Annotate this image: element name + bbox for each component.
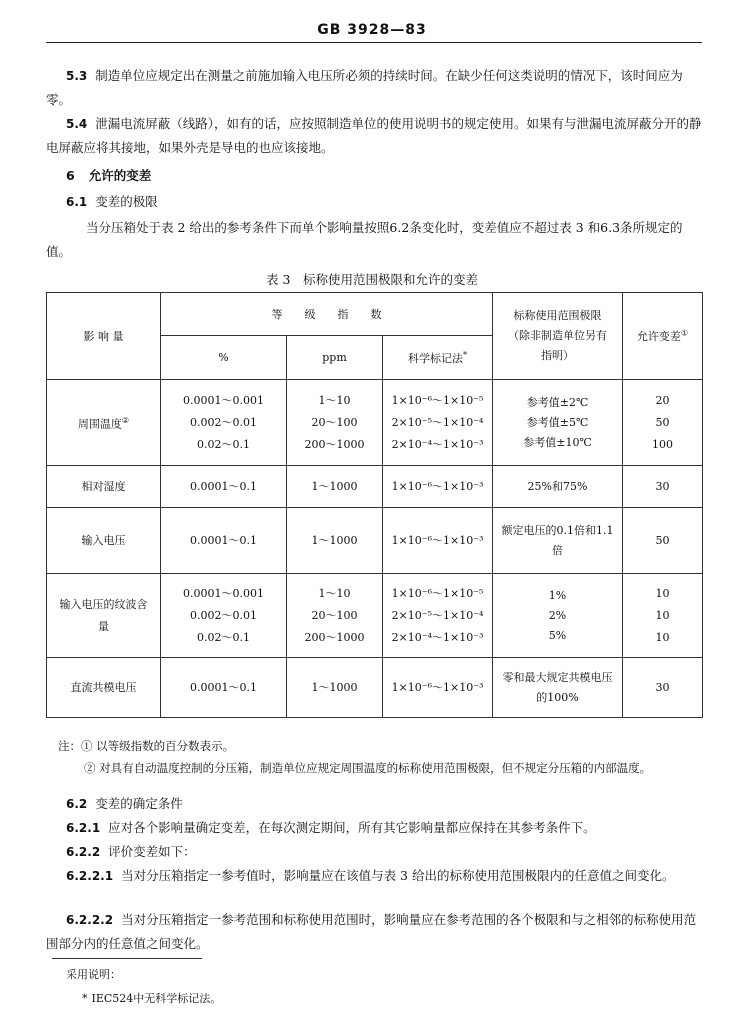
cell-value: 2% bbox=[548, 608, 567, 622]
cell-value: 20 bbox=[655, 393, 670, 407]
pct-cell bbox=[161, 658, 287, 718]
footnote-mark: ② bbox=[121, 415, 130, 425]
ppm-cell bbox=[287, 574, 383, 658]
header-allowed: 允许变差① bbox=[623, 293, 703, 380]
cell-value: 10 bbox=[655, 586, 670, 600]
pct-cell bbox=[161, 574, 287, 658]
cell-value: 20～100 bbox=[311, 608, 358, 622]
clause-6-2-2-2 bbox=[46, 908, 704, 956]
table-row bbox=[47, 466, 703, 508]
allowed-cell bbox=[623, 508, 703, 574]
section-number: 6 bbox=[66, 168, 75, 183]
cell-value: 10 bbox=[655, 608, 670, 622]
header-ppm: ppm bbox=[287, 336, 383, 380]
allowed-cell bbox=[623, 466, 703, 508]
influence-cell: 输入电压 bbox=[47, 508, 161, 574]
range-cell bbox=[493, 574, 623, 658]
section-title: 变差的极限 bbox=[95, 194, 158, 209]
allowed-cell bbox=[623, 574, 703, 658]
cell-value: 额定电压的0.1倍和1.1倍 bbox=[501, 523, 614, 557]
header-range: 标称使用范围极限（除非制造单位另有指明） bbox=[493, 293, 623, 380]
cell-value: 30 bbox=[655, 479, 670, 493]
header-rule bbox=[46, 42, 702, 43]
cell-value: 参考值±10℃ bbox=[523, 435, 592, 449]
footnote-mark: * bbox=[463, 349, 467, 359]
cell-value: 0.002～0.01 bbox=[190, 415, 257, 429]
cell-value: 2×10⁻⁵～1×10⁻⁴ bbox=[391, 415, 484, 429]
influence-cell: 相对湿度 bbox=[47, 466, 161, 508]
table-row bbox=[47, 574, 703, 658]
range-cell bbox=[493, 508, 623, 574]
cell-value: 50 bbox=[655, 533, 670, 547]
cell-value: 1% bbox=[548, 588, 567, 602]
note-1: 注：① 以等级指数的百分数表示。 bbox=[58, 739, 235, 753]
cell-value: 5% bbox=[548, 628, 567, 642]
cell-value: 200～1000 bbox=[304, 437, 365, 451]
cell-value: 0.0001～0.1 bbox=[190, 680, 257, 694]
cell-value: 0.0001～0.001 bbox=[183, 393, 264, 407]
clause-text: 当对分压箱指定一参考值时，影响量应在该值与表 3 给出的标称使用范围极限内的任意值之间变化。 bbox=[121, 868, 675, 883]
clause-6-2-2-1 bbox=[46, 864, 704, 888]
cell-value: 200～1000 bbox=[304, 630, 365, 644]
standard-header: GB 3928—83 bbox=[317, 22, 427, 38]
section-number: 6.1 bbox=[66, 195, 88, 209]
cell-value: 1×10⁻⁶～1×10⁻³ bbox=[391, 533, 484, 547]
table-caption: 表 3 标称使用范围极限和允许的变差 bbox=[266, 272, 478, 287]
clause-text: 当对分压箱指定一参考范围和标称使用范围时，影响量应在参考范围的各个极限和与之相邻的标称使用范围部分内的任意值之间变化。 bbox=[46, 912, 697, 951]
cell-value: 30 bbox=[655, 680, 670, 694]
section-number: 6.2 bbox=[66, 797, 88, 811]
cell-value: 1×10⁻⁶～1×10⁻³ bbox=[391, 680, 484, 694]
header-grade-index: 等 级 指 数 bbox=[161, 293, 493, 336]
cell-value: 25%和75% bbox=[527, 479, 588, 493]
range-cell bbox=[493, 466, 623, 508]
cell-value: 1×10⁻⁶～1×10⁻⁵ bbox=[391, 586, 484, 600]
cell-value: 1×10⁻⁶～1×10⁻⁵ bbox=[391, 393, 484, 407]
sci-cell bbox=[383, 574, 493, 658]
clause-text: 应对各个影响量确定变差，在每次测定期间，所有其它影响量都应保持在其参考条件下。 bbox=[108, 820, 596, 835]
section-6-heading bbox=[66, 164, 151, 188]
clause-5-4 bbox=[46, 112, 704, 160]
pct-cell bbox=[161, 466, 287, 508]
cell-value: 1～10 bbox=[318, 393, 351, 407]
clause-5-3 bbox=[46, 64, 704, 112]
cell-value: 零和最大规定共模电压的100% bbox=[502, 670, 613, 704]
footnote-title: 采用说明： bbox=[66, 968, 121, 981]
footnote-rule bbox=[52, 958, 202, 959]
pct-cell bbox=[161, 380, 287, 466]
clause-text: 泄漏电流屏蔽（线路），如有的话，应按照制造单位的使用说明书的规定使用。如果有与泄漏电流屏蔽分开的静电屏蔽应将其接地，如果外壳是导电的也应该接地。 bbox=[46, 116, 702, 155]
clause-number: 5.3 bbox=[66, 69, 88, 83]
cell-value: 1～1000 bbox=[311, 680, 358, 694]
table-notes bbox=[58, 735, 708, 779]
cell-value: 0.0001～0.1 bbox=[190, 533, 257, 547]
allowed-cell bbox=[623, 658, 703, 718]
footnote-mark: ① bbox=[680, 328, 689, 338]
influence-cell: 输入电压的纹波含量 bbox=[47, 574, 161, 658]
cell-value: 1～10 bbox=[318, 586, 351, 600]
cell-value: 10 bbox=[655, 630, 670, 644]
table-3 bbox=[46, 292, 703, 718]
cell-value: 参考值±2℃ bbox=[526, 395, 589, 409]
clause-number: 6.2.2 bbox=[66, 845, 101, 859]
clause-6-1-text: 当分压箱处于表 2 给出的参考条件下而单个影响量按照6.2条变化时，变差值应不超过表 3 和6.3条所规定的值。 bbox=[46, 220, 683, 259]
ppm-cell bbox=[287, 508, 383, 574]
header-sci: 科学标记法* bbox=[383, 336, 493, 380]
header-pct: % bbox=[161, 336, 287, 380]
range-cell bbox=[493, 658, 623, 718]
cell-value: 0.02～0.1 bbox=[197, 437, 250, 451]
cell-value: 0.0001～0.1 bbox=[190, 479, 257, 493]
table-row bbox=[47, 380, 703, 466]
ppm-cell bbox=[287, 466, 383, 508]
ppm-cell bbox=[287, 380, 383, 466]
note-2: ② 对具有自动温度控制的分压箱，制造单位应规定周围温度的标称使用范围极限，但不规定分压箱的内部温度。 bbox=[84, 761, 652, 775]
clause-number: 6.2.2.1 bbox=[66, 869, 114, 883]
section-6-2-heading bbox=[66, 792, 183, 816]
cell-value: 2×10⁻⁵～1×10⁻⁴ bbox=[391, 608, 484, 622]
section-title: 变差的确定条件 bbox=[95, 796, 183, 811]
clause-6-2-2 bbox=[66, 840, 196, 864]
cell-value: 0.02～0.1 bbox=[197, 630, 250, 644]
cell-value: 0.0001～0.001 bbox=[183, 586, 264, 600]
section-title: 允许的变差 bbox=[88, 168, 152, 183]
cell-value: 100 bbox=[652, 437, 673, 451]
cell-value: 2×10⁻⁴～1×10⁻³ bbox=[391, 437, 484, 451]
clause-number: 6.2.2.2 bbox=[66, 913, 114, 927]
range-cell bbox=[493, 380, 623, 466]
section-6-1-heading bbox=[66, 190, 158, 214]
sci-cell bbox=[383, 508, 493, 574]
sci-cell bbox=[383, 380, 493, 466]
clause-text: 评价变差如下： bbox=[108, 844, 196, 859]
cell-value: 参考值±5℃ bbox=[526, 415, 589, 429]
cell-value: 20～100 bbox=[311, 415, 358, 429]
cell-value: 1～1000 bbox=[311, 533, 358, 547]
clause-6-2-1 bbox=[66, 816, 706, 840]
cell-value: 50 bbox=[655, 415, 670, 429]
footnote-text: * IEC524中无科学标记法。 bbox=[82, 992, 222, 1005]
pct-cell bbox=[161, 508, 287, 574]
cell-value: 1×10⁻⁶～1×10⁻³ bbox=[391, 479, 484, 493]
table-row bbox=[47, 508, 703, 574]
allowed-cell bbox=[623, 380, 703, 466]
table-row bbox=[47, 658, 703, 718]
cell-value: 2×10⁻⁴～1×10⁻³ bbox=[391, 630, 484, 644]
sci-cell bbox=[383, 658, 493, 718]
header-influence: 影 响 量 bbox=[47, 293, 161, 380]
influence-cell: 周围温度② bbox=[47, 380, 161, 466]
sci-cell bbox=[383, 466, 493, 508]
clause-number: 6.2.1 bbox=[66, 821, 101, 835]
clause-text: 制造单位应规定出在测量之前施加输入电压所必须的持续时间。在缺少任何这类说明的情况下，该时间应为零。 bbox=[46, 68, 683, 107]
influence-cell: 直流共模电压 bbox=[47, 658, 161, 718]
clause-number: 5.4 bbox=[66, 117, 88, 131]
cell-value: 1～1000 bbox=[311, 479, 358, 493]
ppm-cell bbox=[287, 658, 383, 718]
cell-value: 0.002～0.01 bbox=[190, 608, 257, 622]
